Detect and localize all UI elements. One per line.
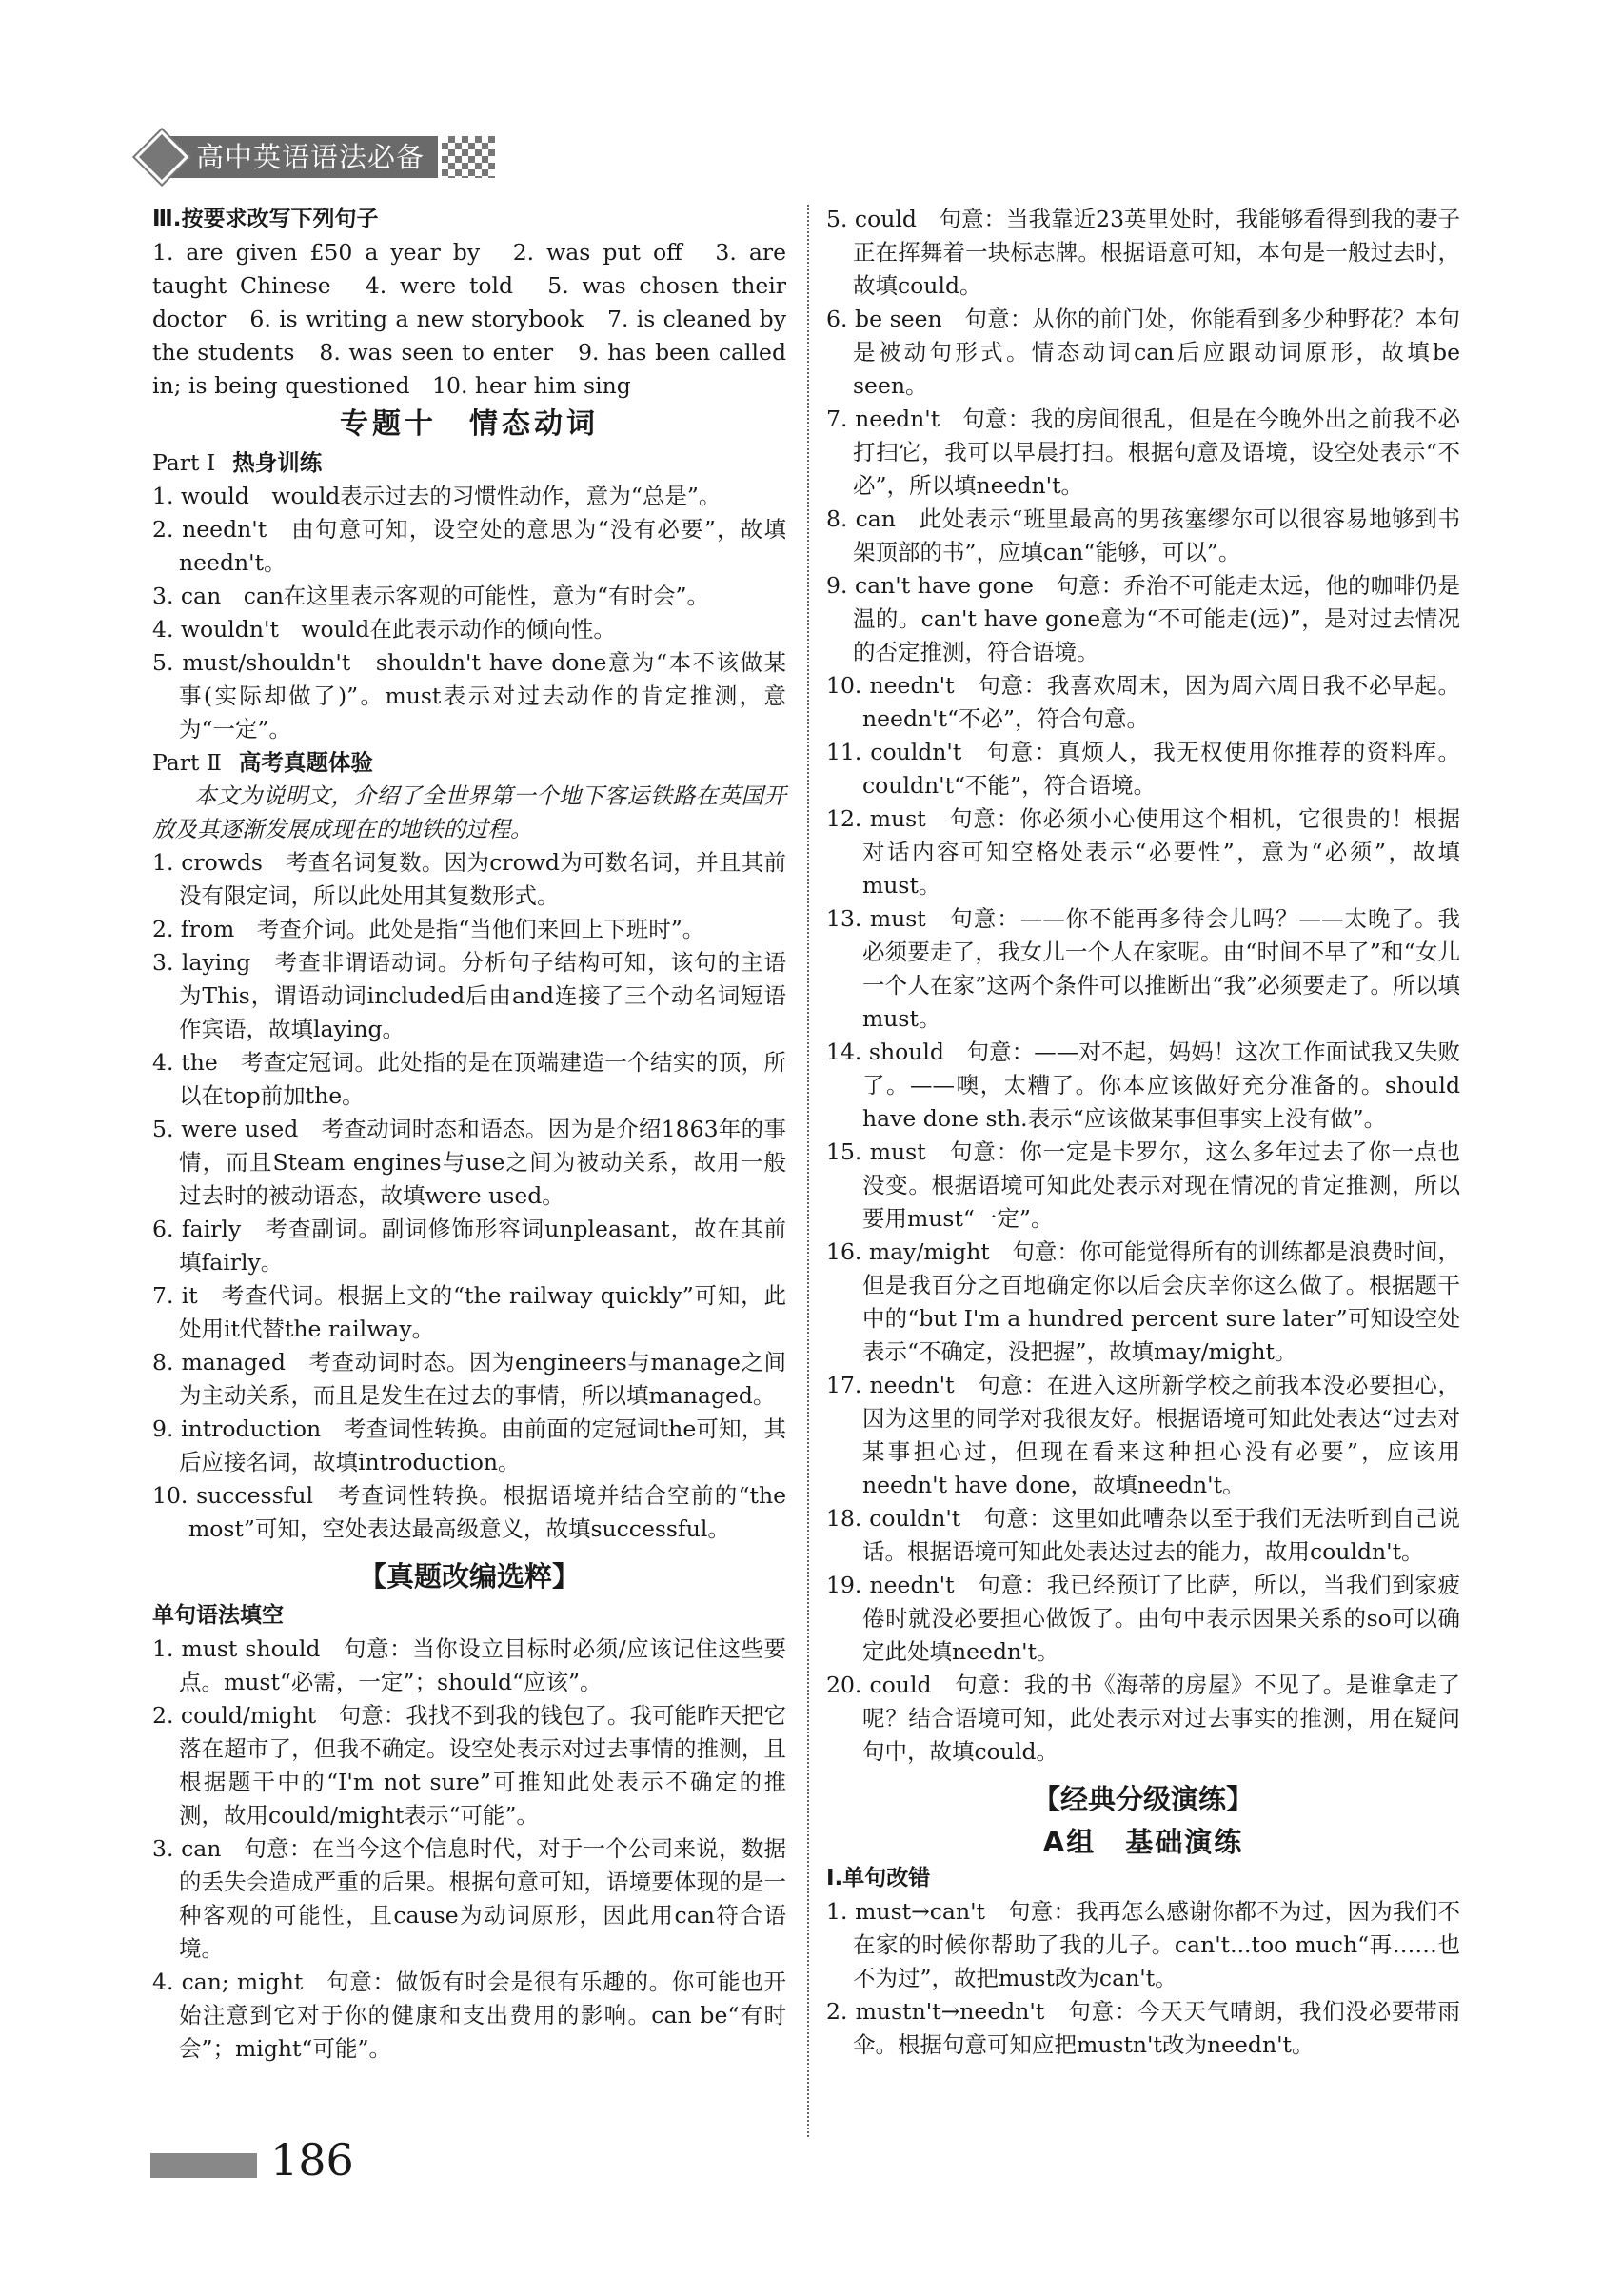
answer-item: 11. couldn't 句意：真烦人，我无权使用你推荐的资料库。couldn't“不能”，符合语境。 <box>826 739 1460 799</box>
topic-title: 专题十 情态动词 <box>340 407 599 441</box>
part-label: Part Ⅰ <box>152 449 216 476</box>
passage-summary: 本文为说明文，介绍了全世界第一个地下客运铁路在英国开放及其逐渐发展成现在的地铁的过程。 <box>152 782 786 842</box>
answer-item: 1. crowds 考查名词复数。因为crowd为可数名词，并且其前没有限定词，所以此处用其复数形式。 <box>152 849 786 909</box>
section-heading: Ⅲ.按要求改写下列句子 <box>152 207 379 231</box>
answer-item: 15. must 句意：你一定是卡罗尔，这么多年过去了你一点也没变。根据语境可知此处表示对现在情况的肯定推测，所以要用must“一定”。 <box>826 1138 1460 1232</box>
answer-item: 2. needn't 由句意可知，设空处的意思为“没有必要”，故填needn't。 <box>152 516 786 576</box>
page-number: 186 <box>270 2134 354 2186</box>
answer-item: 4. wouldn't would在此表示动作的倾向性。 <box>152 616 616 643</box>
answer-item: 10. needn't 句意：我喜欢周末，因为周六周日我不必早起。needn't“不必”，符合句意。 <box>826 672 1460 732</box>
part-label: Part Ⅱ <box>152 749 222 776</box>
answer-item: 3. can 句意：在当今这个信息时代，对于一个公司来说，数据的丢失会造成严重的后果。根据句意可知，语境要体现的是一种客观的可能性，且cause为动词原形，因此用can符合语境。 <box>152 1835 786 1962</box>
answer-item: 17. needn't 句意：在进入这所新学校之前我本没必要担心，因为这里的同学对我很友好。根据语境可知此处表达“过去对某事担心过，但现在看来这种担心没有必要”，应该用needn't have done，故填needn't。 <box>826 1372 1460 1498</box>
answer-item: 9. introduction 考查词性转换。由前面的定冠词the可知，其后应接名词，故填introduction。 <box>152 1415 786 1475</box>
answer-item: 9. can't have gone 句意：乔治不可能走太远，他的咖啡仍是温的。can't have gone意为“不可能走(远)”，是对过去情况的否定推测，符合语境。 <box>826 572 1460 665</box>
column-divider <box>807 205 809 2137</box>
answer-item: 1. would would表示过去的习惯性动作，意为“总是”。 <box>152 483 722 509</box>
answer-item: 16. may/might 句意：你可能觉得所有的训练都是浪费时间，但是我百分之百地确定你以后会庆幸你这么做了。根据题干中的“but I'm a hundred percent sure later”可知设空处表示“不确定，没把握”，故填may/might。 <box>826 1238 1460 1365</box>
part-heading <box>152 746 786 780</box>
section-banner: 【经典分级演练】 <box>1032 1783 1254 1815</box>
answer-item: 5. must/shouldn't shouldn't have done意为“本不该做某事(实际却做了)”。must表示对过去动作的肯定推测，意为“一定”。 <box>152 649 786 742</box>
left-column <box>152 203 786 2066</box>
group-title: A组 基础演练 <box>1042 1826 1244 1858</box>
answer-item: 3. laying 考查非谓语动词。分析句子结构可知，该句的主语为This，谓语动词included后由and连接了三个动名词短语作宾语，故填laying。 <box>152 949 786 1042</box>
part-heading <box>152 446 786 480</box>
footer-bar <box>150 2153 257 2178</box>
part-title: 热身训练 <box>232 449 323 476</box>
answer-item: 7. needn't 句意：我的房间很乱，但是在今晚外出之前我不必打扫它，我可以早晨打扫。根据句意及语境，设空处表示“不必”，所以填needn't。 <box>826 406 1460 499</box>
answer-item: 20. could 句意：我的书《海蒂的房屋》不见了。是谁拿走了呢？结合语境可知，此处表示对过去事实的推测，用在疑问句中，故填could。 <box>826 1672 1460 1765</box>
answer-item: 19. needn't 句意：我已经预订了比萨，所以，当我们到家疲倦时就没必要担心做饭了。由句中表示因果关系的so可以确定此处填needn't。 <box>826 1572 1460 1665</box>
answer-item: 2. could/might 句意：我找不到我的钱包了。我可能昨天把它落在超市了，但我不确定。设空处表示对过去事情的推测，且根据题干中的“I'm not sure”可推知此处表示不确定的推测，故用could/might表示“可能”。 <box>152 1702 786 1829</box>
answer-list: 1. are given £50 a year by 2. was put off 3. are taught Chinese 4. were told 5. was chosen their doctor 6. is writing a new storybook 7. is cleaned by the students 8. was seen to enter 9. has been called in; is being questioned 10. hear him sing <box>152 239 786 399</box>
answer-item: 4. the 考查定冠词。此处指的是在顶端建造一个结实的顶，所以在top前加the。 <box>152 1049 786 1109</box>
answer-item: 13. must 句意：——你不能再多待会儿吗？——太晚了。我必须要走了，我女儿一个人在家呢。由“时间不早了”和“女儿一个人在家”这两个条件可以推断出“我”必须要走了。所以填must。 <box>826 905 1460 1032</box>
answer-item: 2. from 考查介词。此处是指“当他们来回上下班时”。 <box>152 916 705 942</box>
right-column <box>826 203 1460 2062</box>
answer-item: 12. must 句意：你必须小心使用这个相机，它很贵的！根据对话内容可知空格处表示“必要性”，意为“必须”，故填must。 <box>826 805 1460 899</box>
answer-item: 18. couldn't 句意：这里如此嘈杂以至于我们无法听到自己说话。根据语境可知此处表达过去的能力，故用couldn't。 <box>826 1505 1460 1565</box>
part-title: 高考真题体验 <box>238 749 373 776</box>
answer-item: 4. can; might 句意：做饭有时会是很有乐趣的。你可能也开始注意到它对于你的健康和支出费用的影响。can be“有时会”；might“可能”。 <box>152 1969 786 2062</box>
page-header <box>143 133 495 181</box>
answer-item: 10. successful 考查词性转换。根据语境并结合空前的“the most”可知，空处表达最高级意义，故填successful。 <box>152 1482 786 1542</box>
answer-item: 8. can 此处表示“班里最高的男孩塞缪尔可以很容易地够到书架顶部的书”，应填can“能够，可以”。 <box>826 505 1460 565</box>
answer-item: 1. must→can't 句意：我再怎么感谢你都不为过，因为我们不在家的时候你帮助了我的儿子。can't...too much“再……也不为过”，故把must改为can't。 <box>826 1898 1460 1991</box>
answer-item: 5. were used 考查动词时态和语态。因为是介绍1863年的事情，而且Steam engines与use之间为被动关系，故用一般过去时的被动语态，故填were used。 <box>152 1116 786 1209</box>
section-heading: 单句语法填空 <box>152 1603 284 1628</box>
answer-item: 14. should 句意：——对不起，妈妈！这次工作面试我又失败了。——噢，太糟了。你本应该做好充分准备的。should have done sth.表示“应该做某事但事实上没有做”。 <box>826 1039 1460 1132</box>
answer-item: 6. be seen 句意：从你的前门处，你能看到多少种野花？本句是被动句形式。情态动词can后应跟动词原形，故填be seen。 <box>826 306 1460 399</box>
answer-item: 7. it 考查代词。根据上文的“the railway quickly”可知，此处用it代替the railway。 <box>152 1282 786 1342</box>
book-title: 高中英语语法必备 <box>169 136 438 178</box>
checker-pattern-icon <box>442 136 495 178</box>
answer-item: 3. can can在这里表示客观的可能性，意为“有时会”。 <box>152 583 710 609</box>
section-banner: 【真题改编选粹】 <box>358 1560 580 1593</box>
answer-item: 1. must should 句意：当你设立目标时必须/应该记住这些要点。must“必需，一定”；should“应该”。 <box>152 1635 786 1695</box>
section-heading: Ⅰ.单句改错 <box>826 1866 931 1890</box>
answer-item: 8. managed 考查动词时态。因为engineers与manage之间为主动关系，而且是发生在过去的事情，所以填managed。 <box>152 1349 786 1409</box>
answer-item: 5. could 句意：当我靠近23英里处时，我能够看得到我的妻子正在挥舞着一块标志牌。根据语意可知，本句是一般过去时，故填could。 <box>826 206 1460 299</box>
answer-item: 6. fairly 考查副词。副词修饰形容词unpleasant，故在其前填fairly。 <box>152 1216 786 1276</box>
answer-item: 2. mustn't→needn't 句意：今天天气晴朗，我们没必要带雨伞。根据句意可知应把mustn't改为needn't。 <box>826 1998 1460 2058</box>
